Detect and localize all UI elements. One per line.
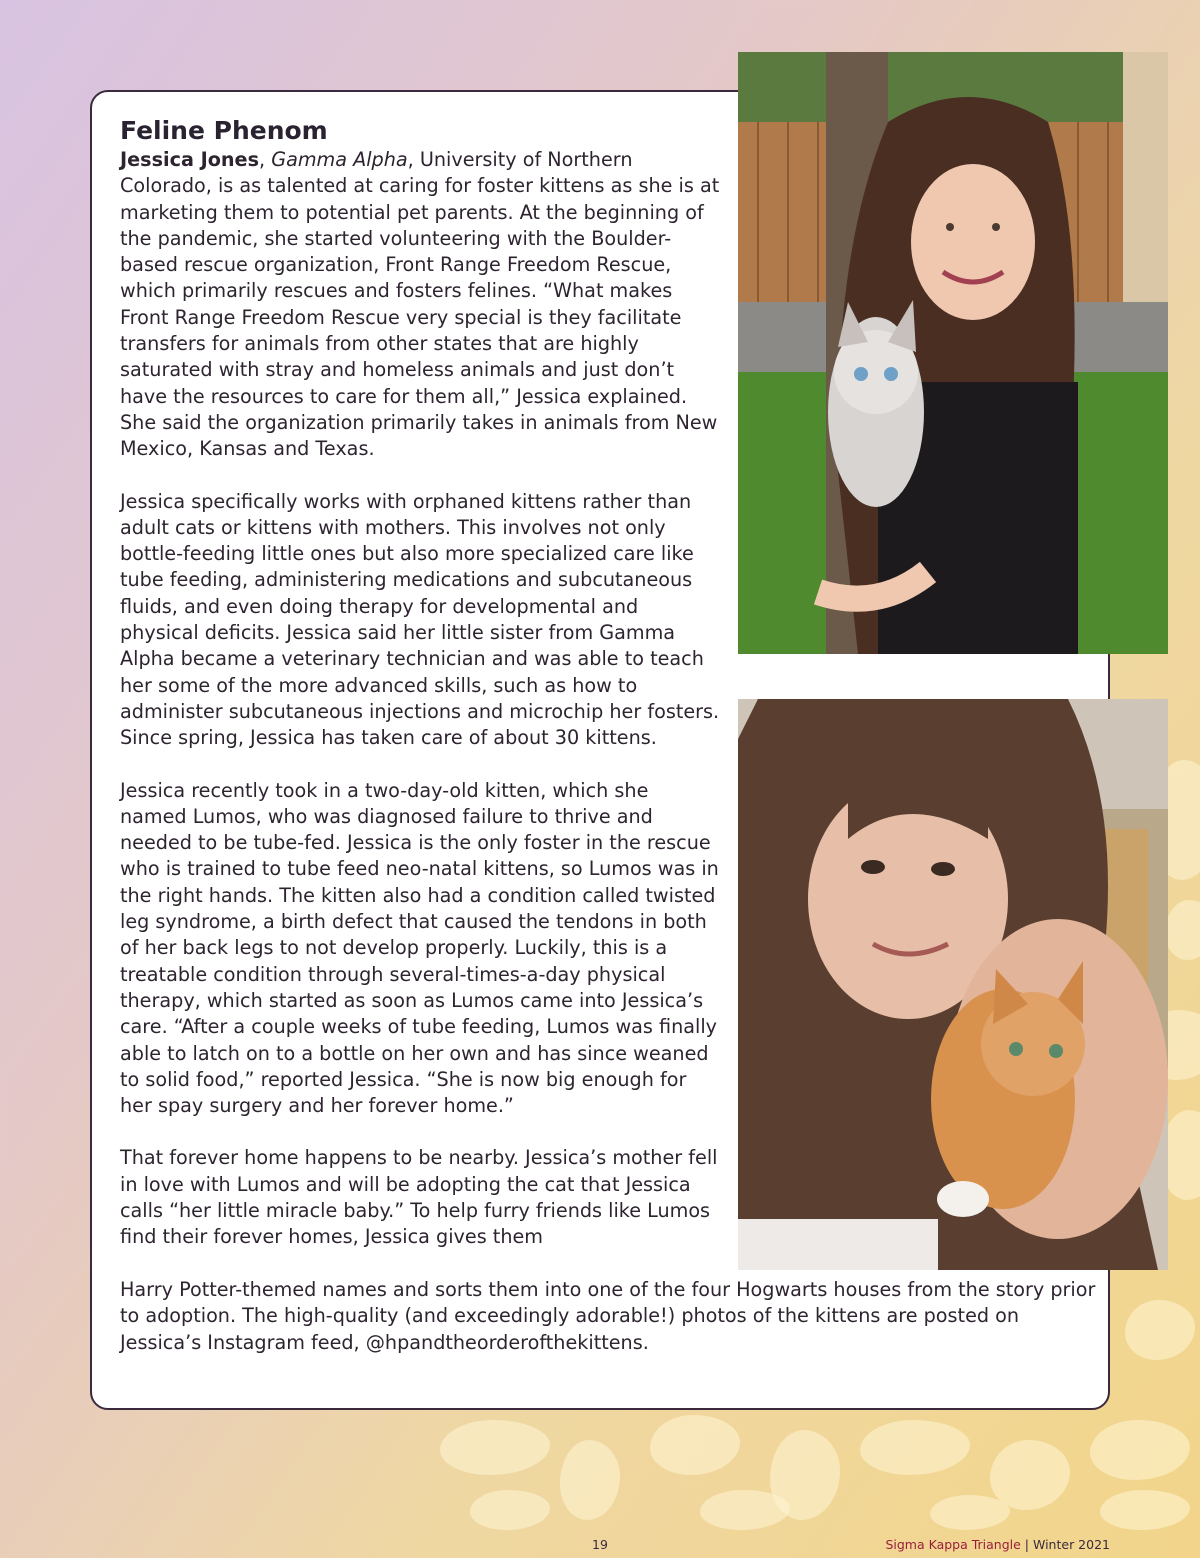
paragraph-2: Jessica specifically works with orphaned kittens rather than adult cats or kittens with mothers. This involves not only bottle-feeding little ones but also more specialized care like tube feeding, administering medications and subcutaneous fluids, and even doing therapy for developmental and physical deficits. Jessica said her little sister from Gamma Alpha became a veterinary technician and was able to teach her some of the more advanced skills, such as how to administer subcutaneous injections and microchip her fosters. Since spring, Jessica has taken care of about 30 kittens. — [120, 489, 720, 750]
publication-name: Sigma Kappa Triangle — [885, 1537, 1021, 1552]
publication-footer: Sigma Kappa Triangle | Winter 2021 — [885, 1537, 1110, 1552]
photo-indoor-kitten — [738, 699, 1168, 1270]
article-title: Feline Phenom — [120, 116, 328, 145]
page-number: 19 — [592, 1537, 608, 1552]
photo-outdoor-kitten — [738, 52, 1168, 654]
paragraph-1: Jessica Jones, Gamma Alpha, University of Northern Colorado, is as talented at caring for foster kittens as she is at marketing them to potential pet parents. At the beginning of the pandemic, she started volunteering with the Boulder-based rescue organization, Front Range Freedom Rescue, which primarily rescues and fosters felines. “What makes Front Range Freedom Rescue very special is they facilitate transfers for animals from other states that are highly saturated with stray and homeless animals and just don’t have the resources to care for them all,” Jessica explained. She said the organization primarily takes in animals from New Mexico, Kansas and Texas. — [120, 148, 720, 461]
paragraph-3: Jessica recently took in a two-day-old kitten, which she named Lumos, who was diagnosed failure to thrive and needed to be tube-fed. Jessica is the only foster in the rescue who is trained to tube feed neo-natal kittens, so Lumos was in the right hands. The kitten also had a condition called twisted leg syndrome, a birth defect that caused the tendons in both of her back legs to not develop properly. Luckily, this is a treatable condition through several-times-a-day physical therapy, which started as soon as Lumos came into Jessica’s care. “After a couple weeks of tube feeding, Lumos was finally able to latch on to a bottle on her own and has since weaned to solid food,” reported Jessica. “She is now big enough for her spay surgery and her forever home.” — [120, 778, 719, 1118]
photo-indoor-illustration — [738, 699, 1168, 1270]
chapter-name: Gamma Alpha — [271, 148, 408, 171]
photo-outdoor-illustration — [738, 52, 1168, 654]
paragraph-4-end: Harry Potter-themed names and sorts them into one of the four Hogwarts houses from the story prior to adoption. The high-quality (and exceedingly adorable!) photos of the kittens are posted on Jessica’s Instagram feed, @hpandtheorderofthekittens. — [120, 1278, 1096, 1354]
paragraph-4-start: That forever home happens to be nearby. Jessica’s mother fell in love with Lumos and will be adopting the cat that Jessica calls “her little miracle baby.” To help furry friends like Lumos find their forever homes, Jessica gives them — [120, 1146, 718, 1249]
issue-label: Winter 2021 — [1033, 1537, 1110, 1552]
subject-name: Jessica Jones — [120, 148, 259, 171]
article-body — [120, 115, 720, 1251]
